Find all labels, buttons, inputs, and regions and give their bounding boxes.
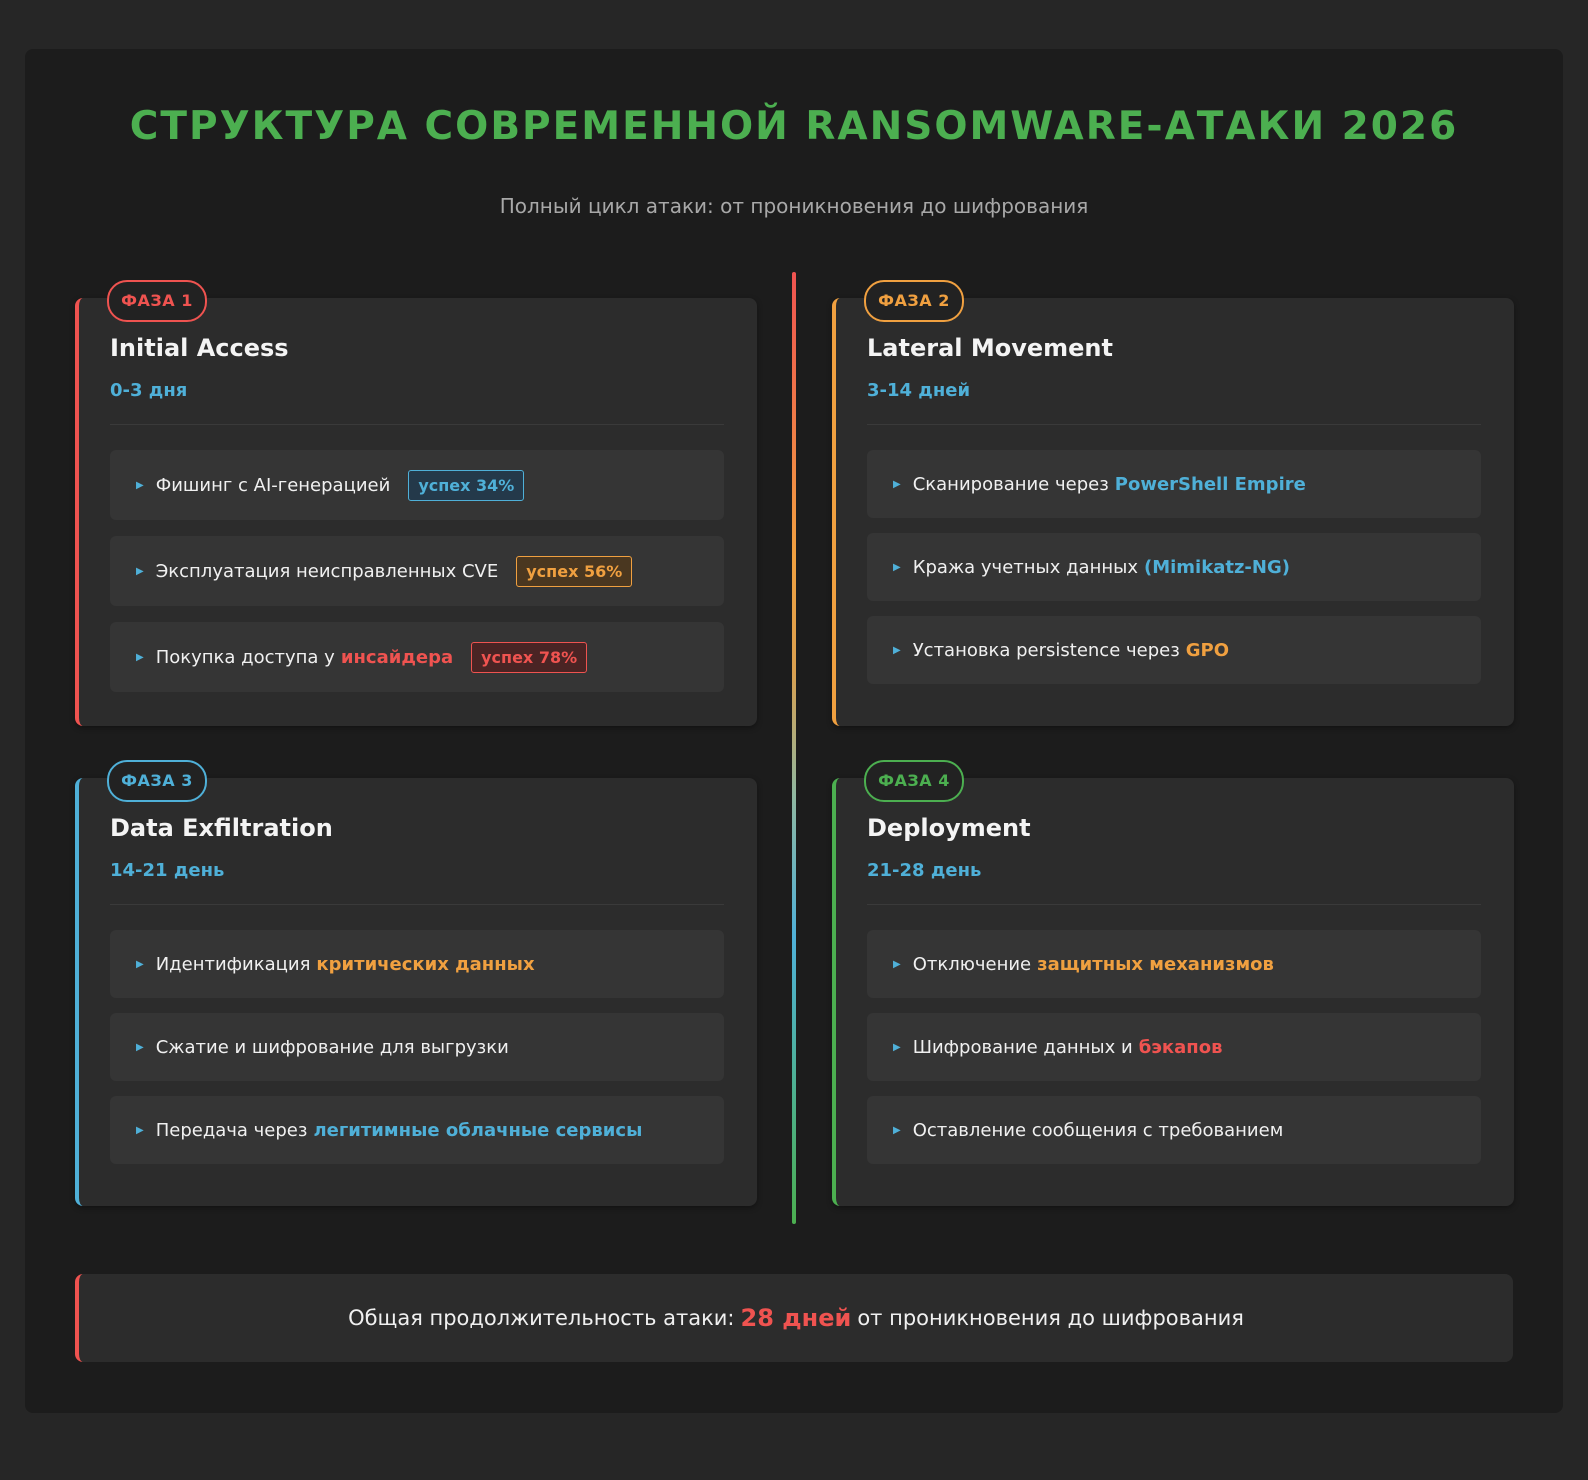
bullet-triangle-icon: ▶ (893, 958, 901, 970)
phase-item (867, 1096, 1481, 1164)
phase-timeframe: 3-14 дней (867, 380, 971, 401)
divider (867, 904, 1481, 905)
item-text: Установка persistence через (912, 639, 1180, 661)
phase-badge: ФАЗА 1 (107, 280, 207, 322)
phase-item (110, 930, 724, 998)
summary-prefix: Общая продолжительность атаки: (348, 1306, 735, 1330)
phase-item (867, 1013, 1481, 1081)
bullet-triangle-icon: ▶ (136, 1124, 144, 1136)
success-rate-badge: успех 34% (408, 470, 524, 501)
summary-banner (75, 1274, 1513, 1362)
phase-item (867, 616, 1481, 684)
divider (110, 424, 724, 425)
bullet-triangle-icon: ▶ (136, 479, 144, 491)
summary-suffix: от проникновения до шифрования (857, 1306, 1244, 1330)
phase-title: Deployment (867, 814, 1031, 842)
item-text: Покупка доступа у (155, 646, 335, 668)
item-text: Идентификация (155, 953, 311, 975)
item-text: Оставление сообщения с требованием (912, 1119, 1284, 1141)
bullet-triangle-icon: ▶ (893, 1041, 901, 1053)
phase-title: Lateral Movement (867, 334, 1113, 362)
item-highlight: бэкапов (1138, 1036, 1223, 1058)
divider (110, 904, 724, 905)
phase-title: Initial Access (110, 334, 289, 362)
item-highlight: критических данных (316, 953, 535, 975)
success-rate-badge: успех 78% (471, 642, 587, 673)
phase-card-1 (75, 291, 757, 726)
item-highlight: PowerShell Empire (1114, 473, 1306, 495)
item-text: Сканирование через (912, 473, 1109, 495)
item-text: Сжатие и шифрование для выгрузки (155, 1036, 509, 1058)
phase-item (110, 1013, 724, 1081)
divider (867, 424, 1481, 425)
phase-item (110, 450, 724, 520)
item-text: Эксплуатация неисправленных CVE (155, 560, 499, 582)
phase-badge: ФАЗА 3 (107, 760, 207, 802)
item-text: Отключение (912, 953, 1032, 975)
phase-item (110, 1096, 724, 1164)
item-highlight: легитимные облачные сервисы (313, 1119, 643, 1141)
bullet-triangle-icon: ▶ (893, 561, 901, 573)
phase-item (110, 536, 724, 606)
phase-title: Data Exfiltration (110, 814, 333, 842)
page-title: СТРУКТУРА СОВРЕМЕННОЙ RANSOMWARE-АТАКИ 2026 (129, 104, 1459, 149)
item-highlight: инсайдера (340, 646, 454, 668)
item-highlight: GPO (1185, 639, 1230, 661)
phase-badge: ФАЗА 2 (864, 280, 964, 322)
bullet-triangle-icon: ▶ (893, 1124, 901, 1136)
phase-timeframe: 21-28 день (867, 860, 982, 881)
phase-item (110, 622, 724, 692)
success-rate-badge: успех 56% (516, 556, 632, 587)
item-highlight: (Mimikatz-NG) (1143, 556, 1290, 578)
bullet-triangle-icon: ▶ (893, 478, 901, 490)
bullet-triangle-icon: ▶ (136, 651, 144, 663)
item-text: Шифрование данных и (912, 1036, 1133, 1058)
page-subtitle: Полный цикл атаки: от проникновения до шифрования (499, 194, 1089, 218)
item-text: Фишинг с AI-генерацией (155, 474, 391, 496)
bullet-triangle-icon: ▶ (136, 565, 144, 577)
phase-card-2 (832, 291, 1514, 726)
timeline-line (792, 272, 796, 1224)
bullet-triangle-icon: ▶ (136, 958, 144, 970)
bullet-triangle-icon: ▶ (136, 1041, 144, 1053)
phase-item (867, 533, 1481, 601)
item-highlight: защитных механизмов (1037, 953, 1274, 975)
phase-item (867, 450, 1481, 518)
item-text: Кража учетных данных (912, 556, 1138, 578)
phase-timeframe: 0-3 дня (110, 380, 188, 401)
item-text: Передача через (155, 1119, 308, 1141)
phase-timeframe: 14-21 день (110, 860, 225, 881)
phase-card-4 (832, 771, 1514, 1206)
total-duration: 28 дней (740, 1304, 852, 1332)
phase-card-3 (75, 771, 757, 1206)
phase-item (867, 930, 1481, 998)
phase-badge: ФАЗА 4 (864, 760, 964, 802)
bullet-triangle-icon: ▶ (893, 644, 901, 656)
